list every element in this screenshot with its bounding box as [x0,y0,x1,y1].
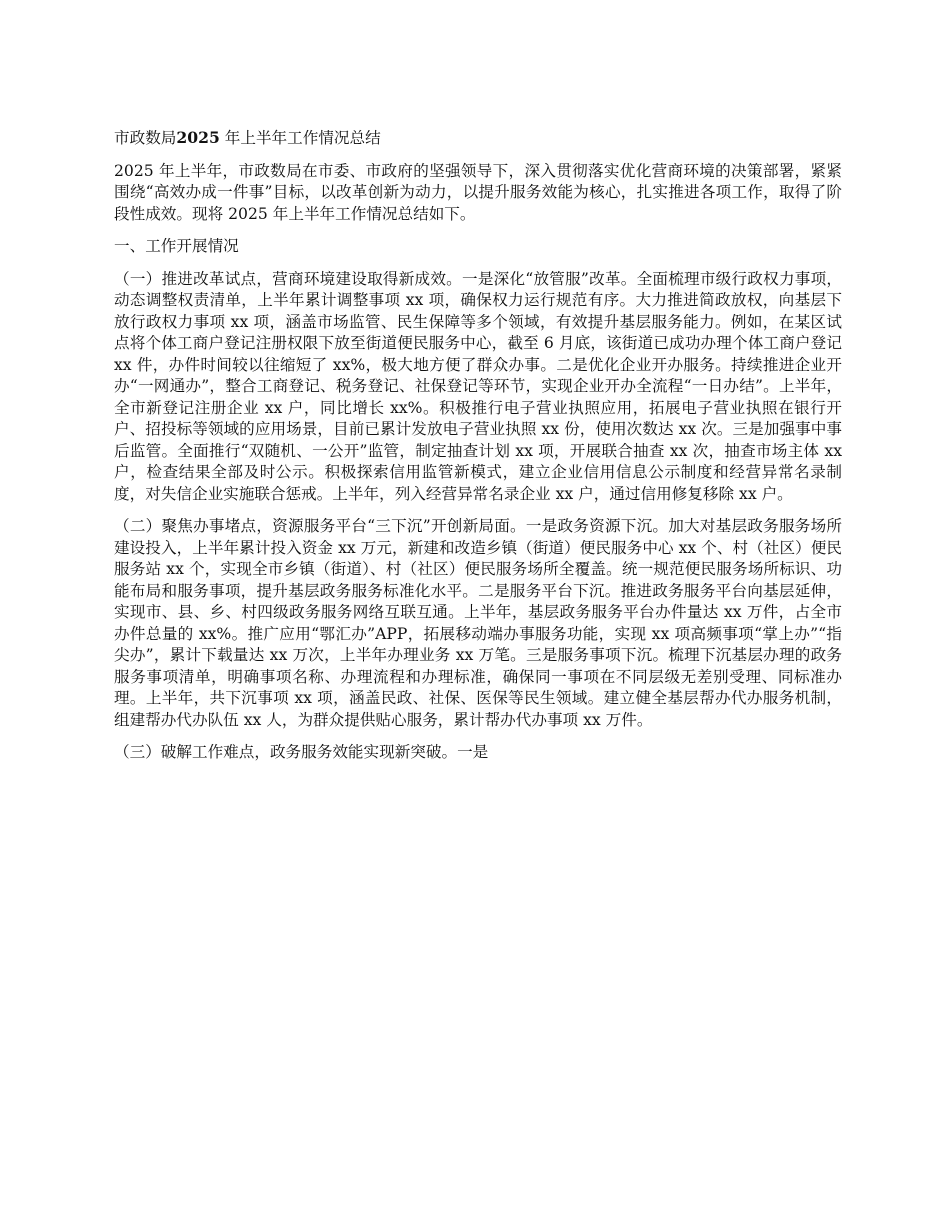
body-paragraph: （二）聚焦办事堵点，资源服务平台“三下沉”开创新局面。一是政务资源下沉。加大对基层政务服务场所建设投入，上半年累计投入资金 xx 万元，新建和改造乡镇（街道）便民服务中心 xx 个、村（社区）便民服务站 xx 个，实现全市乡镇（街道）、村（社区）便民服务场所全覆盖。统一规范便民服务场所标识、功能布局和服务事项，提升基层政务服务标准化水平。二是服务平台下沉。推进政务服务平台向基层延伸，实现市、县、乡、村四级政务服务网络互联互通。上半年，基层政务服务平台办件量达 xx 万件，占全市办件总量的 xx%。推广应用“鄂汇办”APP，拓展移动端办事服务功能，实现 xx 项高频事项“掌上办”“指尖办”，累计下载量达 xx 万次，上半年办理业务 xx 万笔。三是服务事项下沉。梳理下沉基层办理的政务服务事项清单，明确事项名称、办理流程和办理标准，确保同一事项在不同层级无差别受理、同标准办理。上半年，共下沉事项 xx 项，涵盖民政、社保、医保等民生领域。建立健全基层帮办代办服务机制，组建帮办代办队伍 xx 人，为群众提供贴心服务，累计帮办代办事项 xx 万件。 [114,517,842,729]
document-title [114,127,842,150]
body-paragraph: （三）破解工作难点，政务服务效能实现新突破。一是 [114,743,489,761]
title-suffix: 年上半年工作情况总结 [219,129,381,147]
body-paragraph: （一）推进改革试点，营商环境建设取得新成效。一是深化“放管服”改革。全面梳理市级行政权力事项，动态调整权责清单，上半年累计调整事项 xx 项，确保权力运行规范有序。大力推进简政放权，向基层下放行政权力事项 xx 项，涵盖市场监管、民生保障等多个领域，有效提升基层服务能力。例如，在某区试点将个体工商户登记注册权限下放至街道便民服务中心，截至 6 月底，该街道已成功办理个体工商户登记 xx 件，办件时间较以往缩短了 xx%，极大地方便了群众办事。二是优化企业开办服务。持续推进企业开办“一网通办”，整合工商登记、税务登记、社保登记等环节，实现企业开办全流程“一日办结”。上半年，全市新登记注册企业 xx 户，同比增长 xx%。积极推行电子营业执照应用，拓展电子营业执照在银行开户、招投标等领域的应用场景，目前已累计发放电子营业执照 xx 份，使用次数达 xx 次。三是加强事中事后监管。全面推行“双随机、一公开”监管，制定抽查计划 xx 项，开展联合抽查 xx 次，抽查市场主体 xx 户，检查结果全部及时公示。积极探索信用监管新模式，建立企业信用信息公示制度和经营异常名录制度，对失信企业实施联合惩戒。上半年，列入经营异常名录企业 xx 户，通过信用修复移除 xx 户。 [114,269,842,503]
section-heading: 一、工作开展情况 [114,237,239,255]
title-prefix: 市政数局 [114,129,177,147]
intro-paragraph: 2025 年上半年，市政数局在市委、市政府的坚强领导下，深入贯彻落实优化营商环境的决策部署，紧紧围绕“高效办成一件事”目标，以改革创新为动力，以提升服务效能为核心，扎实推进各项工作，取得了阶段性成效。现将 2025 年上半年工作情况总结如下。 [114,161,842,223]
title-year: 2025 [176,128,220,147]
document-body [114,127,842,775]
